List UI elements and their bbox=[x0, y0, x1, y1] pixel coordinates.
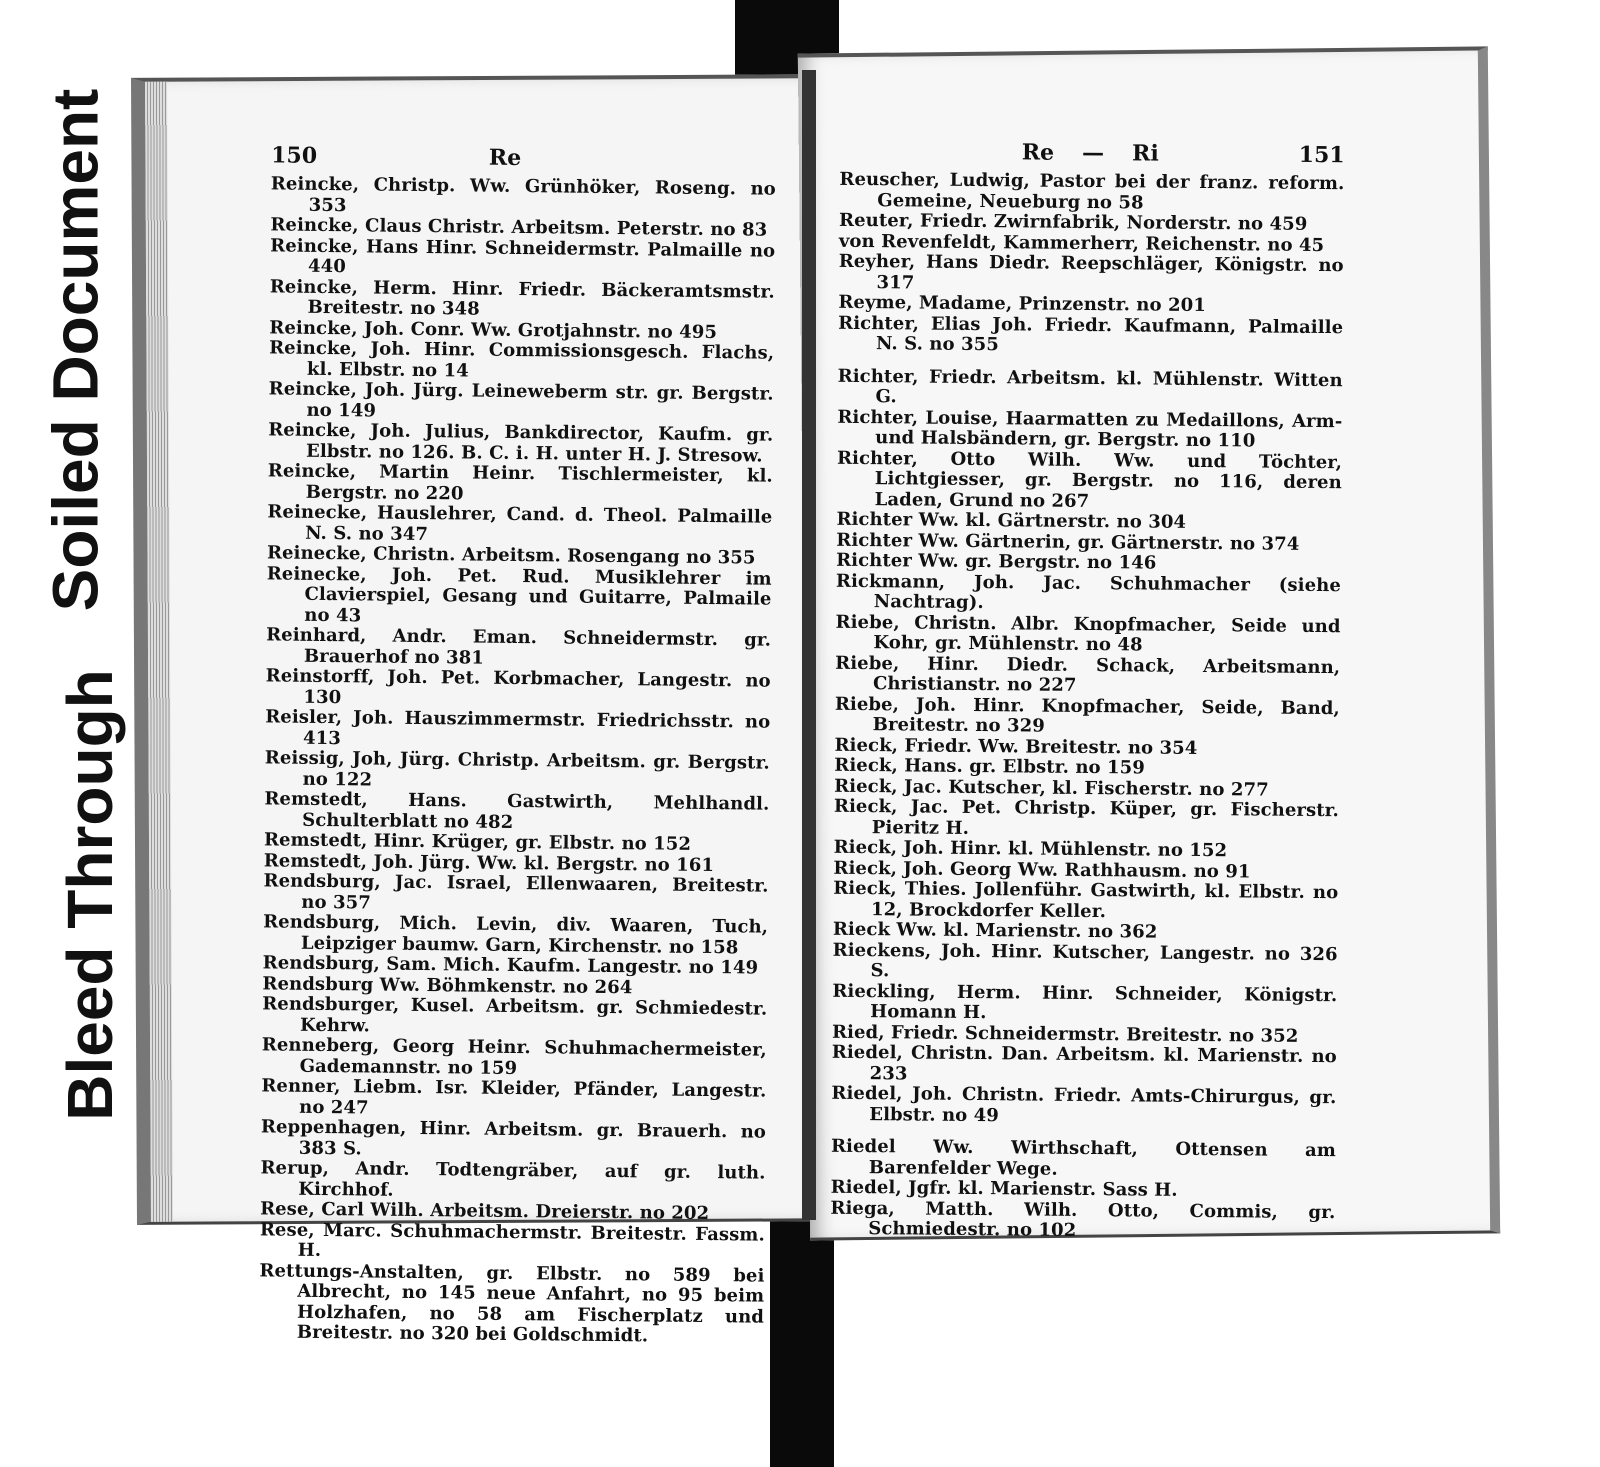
directory-entry: Reincke, Hans Hinr. Schneidermstr. Palmaille no 440 bbox=[270, 234, 776, 278]
directory-entry: Rese, Marc. Schuhmachermstr. Breitestr. Fassm. H. bbox=[259, 1218, 765, 1261]
directory-entry: Reyher, Hans Diedr. Reepschläger, Königstr. no 317 bbox=[838, 250, 1344, 293]
directory-entry: Reincke, Joh. Hinr. Commissionsgesch. Flachs, kl. Elbstr. no 14 bbox=[269, 337, 775, 381]
directory-entry: Rieckens, Joh. Hinr. Kutscher, Langestr. no 326 S. bbox=[832, 939, 1338, 982]
directory-entry: Rendsburg, Sam. Mich. Kaufm. Langestr. no 149 bbox=[262, 952, 759, 979]
directory-entry: Renneberg, Georg Heinr. Schuhmachermeister, Gademannstr. no 159 bbox=[261, 1034, 767, 1079]
book-gutter bbox=[802, 70, 816, 1220]
directory-entry: Rieck, Jac. Pet. Christp. Küper, gr. Fischerstr. Pieritz H. bbox=[833, 795, 1340, 839]
soiled-document-label-box bbox=[20, 80, 130, 620]
directory-entry: Reinecke, Hauslehrer, Cand. d. Theol. Palmaille N. S. no 347 bbox=[267, 501, 773, 545]
right-head-dash: — bbox=[1082, 139, 1105, 167]
directory-entry: Rendsburg, Mich. Levin, div. Waaren, Tuch, Leipziger baumw. Garn, Kirchenstr. no 158 bbox=[263, 911, 769, 958]
directory-entry: Riedel, Jgfr. kl. Marienstr. Sass H. bbox=[830, 1176, 1178, 1201]
bleed-through-label: Bleed Through bbox=[54, 669, 126, 1121]
directory-entry: von Revenfeldt, Kammerherr, Reichenstr. no 45 bbox=[838, 230, 1325, 256]
directory-entry: Rendsburg, Jac. Israel, Ellenwaaren, Breitestr. no 357 bbox=[263, 870, 769, 913]
directory-entry: Reincke, Christp. Ww. Grünhöker, Roseng. no 353 bbox=[270, 173, 776, 216]
directory-entry: Riebe, Joh. Hinr. Knopfmacher, Seide, Band, Breitestr. no 329 bbox=[834, 693, 1340, 737]
film-bar-bottom bbox=[770, 1215, 834, 1467]
directory-entry: Rieckling, Herm. Hinr. Schneider, Königstr. Homann H. bbox=[832, 980, 1338, 1024]
directory-entry: Rendsburger, Kusel. Arbeitsm. gr. Schmiedestr. Kehrw. bbox=[262, 993, 768, 1036]
directory-entry: Reincke, Joh. Julius, Bankdirector, Kaufm. gr. Elbstr. no 126. B. C. i. H. unter H. J. Stresow. bbox=[268, 419, 774, 467]
directory-entry: Remstedt, Hinr. Krüger, gr. Elbstr. no 152 bbox=[263, 829, 692, 855]
left-entry-list bbox=[259, 174, 776, 1348]
directory-entry: Reincke, Herm. Hinr. Friedr. Bäckeramtsmstr. Breitestr. no 348 bbox=[269, 275, 775, 320]
right-entry-list bbox=[830, 170, 1344, 1244]
directory-entry: Rickmann, Joh. Jac. Schuhmacher (siehe Nachtrag). bbox=[835, 570, 1342, 614]
directory-entry: Reincke, Joh. Conr. Ww. Grotjahnstr. no 495 bbox=[269, 316, 718, 343]
directory-entry: Reincke, Joh. Jürg. Leineweberm str. gr. Bergstr. no 149 bbox=[268, 378, 774, 421]
right-page-number: 151 bbox=[1298, 141, 1345, 169]
directory-entry: Renner, Liebm. Isr. Kleider, Pfänder, Langestr. no 247 bbox=[261, 1075, 767, 1118]
directory-entry: Reinhard, Andr. Eman. Schneidermstr. gr. Brauerhof no 381 bbox=[266, 624, 772, 669]
directory-entry: Riedel Ww. Wirthschaft, Ottensen am Barenfelder Wege. bbox=[830, 1135, 1337, 1180]
directory-entry: Remstedt, Joh. Jürg. Ww. kl. Bergstr. no 161 bbox=[263, 849, 715, 876]
directory-entry: Rieck Ww. kl. Marienstr. no 362 bbox=[832, 918, 1158, 943]
directory-entry: Rieck, Jac. Kutscher, kl. Fischerstr. no 277 bbox=[834, 775, 1269, 801]
directory-entry: Rieck, Joh. Georg Ww. Rathhausm. no 91 bbox=[833, 857, 1251, 882]
right-head-right: Ri bbox=[1131, 140, 1159, 167]
left-head-letters: Re bbox=[488, 144, 522, 172]
directory-entry: Richter Ww. gr. Bergstr. no 146 bbox=[836, 549, 1157, 574]
directory-entry: Rese, Carl Wilh. Arbeitsm. Dreierstr. no 202 bbox=[260, 1198, 710, 1225]
directory-entry: Richter Ww. Gärtnerin, gr. Gärtnerstr. no 374 bbox=[836, 529, 1300, 555]
directory-entry: Riedel, Joh. Christn. Friedr. Amts-Chirurgus, gr. Elbstr. no 49 bbox=[831, 1082, 1337, 1126]
right-running-head bbox=[840, 138, 1345, 168]
directory-entry: Remstedt, Hans. Gastwirth, Mehlhandl. Schulterblatt no 482 bbox=[264, 788, 770, 833]
directory-entry: Rieck, Friedr. Ww. Breitestr. no 354 bbox=[834, 734, 1198, 759]
directory-entry: Richter, Friedr. Arbeitsm. kl. Mühlenstr. Witten G. bbox=[837, 365, 1343, 408]
directory-entry: Richter, Otto Wilh. Ww. und Töchter, Lichtgiesser, gr. Bergstr. no 116, deren Laden, Grund no 267 bbox=[836, 447, 1343, 512]
directory-entry: Richter, Louise, Haarmatten zu Medaillons, Arm- und Halsbändern, gr. Bergstr. no 110 bbox=[837, 406, 1343, 452]
directory-entry: Richter Ww. kl. Gärtnerstr. no 304 bbox=[836, 508, 1187, 533]
directory-entry: Richter, Elias Joh. Friedr. Kaufmann, Palmaille N. S. no 355 bbox=[838, 312, 1344, 356]
right-head-left: Re bbox=[1021, 139, 1055, 166]
directory-entry: Reissig, Joh, Jürg. Christp. Arbeitsm. gr. Bergstr. no 122 bbox=[264, 747, 770, 790]
directory-entry: Reisler, Joh. Hauszimmermstr. Friedrichsstr. no 413 bbox=[265, 706, 771, 749]
directory-entry: Reyme, Madame, Prinzenstr. no 201 bbox=[838, 291, 1206, 317]
directory-entry: Riebe, Christn. Albr. Knopfmacher, Seide und Kohr, gr. Mühlenstr. no 48 bbox=[835, 611, 1341, 656]
directory-entry: Reuscher, Ludwig, Pastor bei der franz. reform. Gemeine, Neueburg no 58 bbox=[839, 168, 1345, 213]
left-page-text bbox=[259, 142, 777, 1348]
directory-entry: Rerup, Andr. Todtengräber, auf gr. luth. Kirchhof. bbox=[260, 1157, 766, 1201]
left-page-number: 150 bbox=[271, 142, 318, 169]
directory-entry: Riedel, Christn. Dan. Arbeitsm. kl. Marienstr. no 233 bbox=[831, 1041, 1337, 1084]
directory-entry: Reuter, Friedr. Zwirnfabrik, Norderstr. no 459 bbox=[839, 209, 1308, 235]
directory-entry: Reincke, Martin Heinr. Tischlermeister, kl. Bergstr. no 220 bbox=[267, 460, 773, 504]
directory-entry: Rieck, Thies. Jollenführ. Gastwirth, kl. Elbstr. no 12, Brockdorfer Keller. bbox=[833, 877, 1339, 922]
directory-entry: Reinecke, Christn. Arbeitsm. Rosengang no 355 bbox=[266, 542, 756, 569]
directory-entry: Riega, Matth. Wilh. Otto, Commis, gr. Schmiedestr. no 102 bbox=[830, 1197, 1336, 1241]
directory-entry: Reppenhagen, Hinr. Arbeitsm. gr. Brauerh. no 383 S. bbox=[260, 1116, 767, 1159]
left-running-head bbox=[271, 142, 776, 173]
soiled-document-label: Soiled Document bbox=[39, 88, 111, 612]
directory-entry: Rettungs-Anstalten, gr. Elbstr. no 589 bei Albrecht, no 145 neue Anfahrt, no 95 beim Holzhafen, no 58 am Fischerplatz und Breitestr. no 320 bei Goldschmidt. bbox=[259, 1259, 765, 1347]
directory-entry: Reinstorff, Joh. Pet. Korbmacher, Langestr. no 130 bbox=[265, 665, 771, 708]
bleed-through-label-box bbox=[35, 640, 145, 1150]
directory-entry: Reincke, Claus Christr. Arbeitsm. Peterstr. no 83 bbox=[270, 214, 768, 241]
directory-entry: Reinecke, Joh. Pet. Rud. Musiklehrer im Clavierspiel, Gesang und Guitarre, Palmaile no 43 bbox=[266, 562, 772, 626]
directory-entry: Riebe, Hinr. Diedr. Schack, Arbeitsmann, Christianstr. no 227 bbox=[835, 652, 1341, 696]
directory-entry: Rendsburg Ww. Böhmkenstr. no 264 bbox=[262, 972, 633, 998]
directory-entry: Rieck, Hans. gr. Elbstr. no 159 bbox=[834, 754, 1145, 779]
directory-entry: Rieck, Joh. Hinr. kl. Mühlenstr. no 152 bbox=[833, 836, 1228, 862]
directory-entry: Ried, Friedr. Schneidermstr. Breitestr. no 352 bbox=[831, 1021, 1299, 1047]
right-page-text bbox=[830, 138, 1345, 1244]
